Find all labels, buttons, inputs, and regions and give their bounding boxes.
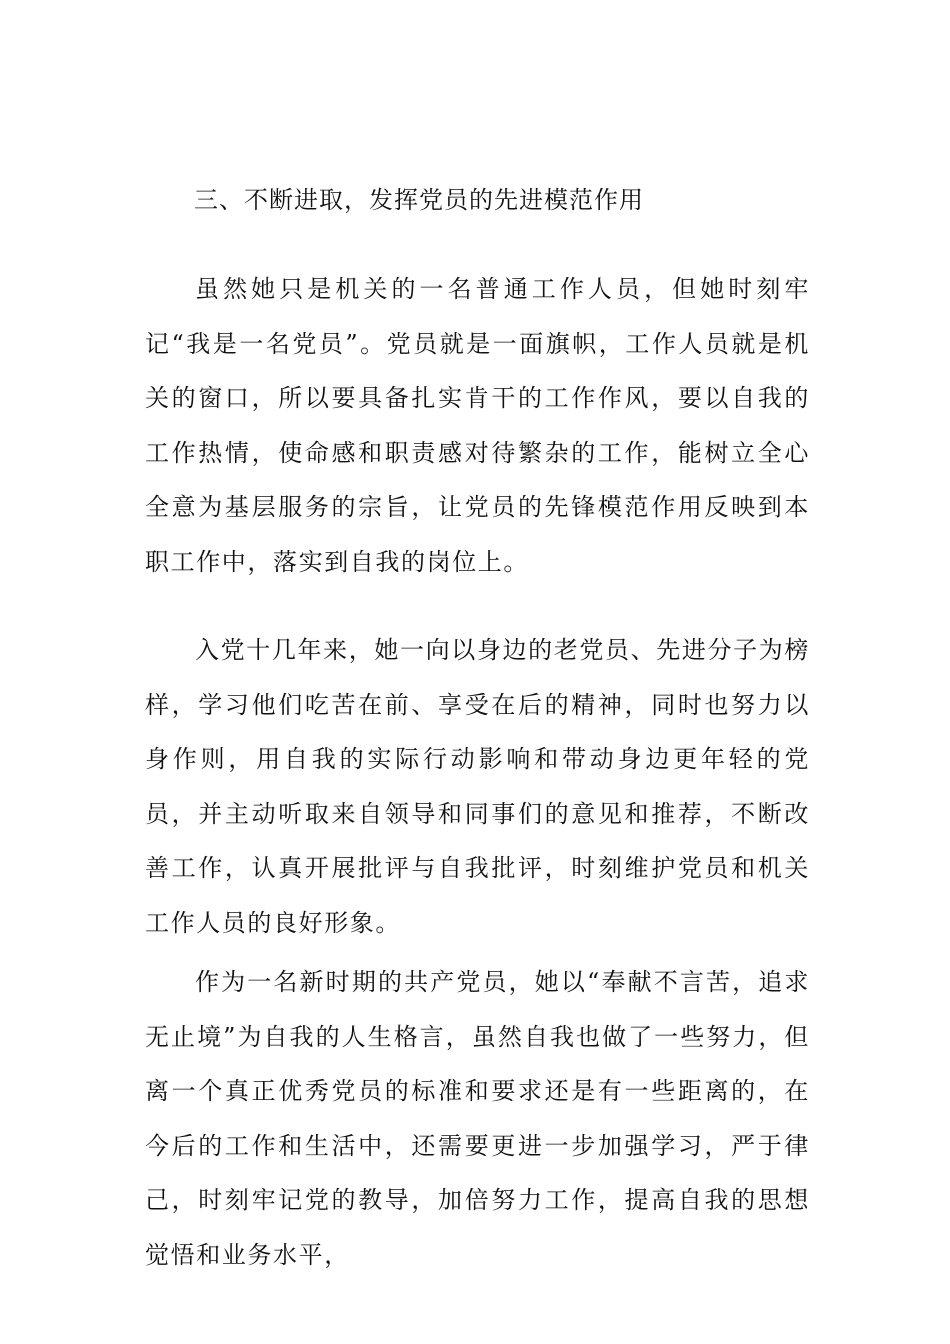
section-heading: 三、不断进取，发挥党员的先进模范作用 [194,186,644,214]
body-paragraph: 作为一名新时期的共产党员，她以“奉献不言苦，追求无止境”为自我的人生格言，虽然自我也做了一些努力，但离一个真正优秀党员的标准和要求还是有一些距离的，在今后的工作和生活中，还需要更进一步加强学习，严于律己，时刻牢记党的教导，加倍努力工作，提高自我的思想觉悟和业务水平， [145,968,810,1269]
body-paragraph: 虽然她只是机关的一名普通工作人员，但她时刻牢记“我是一名党员”。党员就是一面旗帜，工作人员就是机关的窗口，所以要具备扎实肯干的工作作风，要以自我的工作热情，使命感和职责感对待繁杂的工作，能树立全心全意为基层服务的宗旨，让党员的先锋模范作用反映到本职工作中，落实到自我的岗位上。 [145,275,810,576]
body-paragraph: 入党十几年来，她一向以身边的老党员、先进分子为榜样，学习他们吃苦在前、享受在后的精神，同时也努力以身作则，用自我的实际行动影响和带动身边更年轻的党员，并主动听取来自领导和同事们的意见和推荐，不断改善工作，认真开展批评与自我批评，时刻维护党员和机关工作人员的良好形象。 [145,636,810,937]
